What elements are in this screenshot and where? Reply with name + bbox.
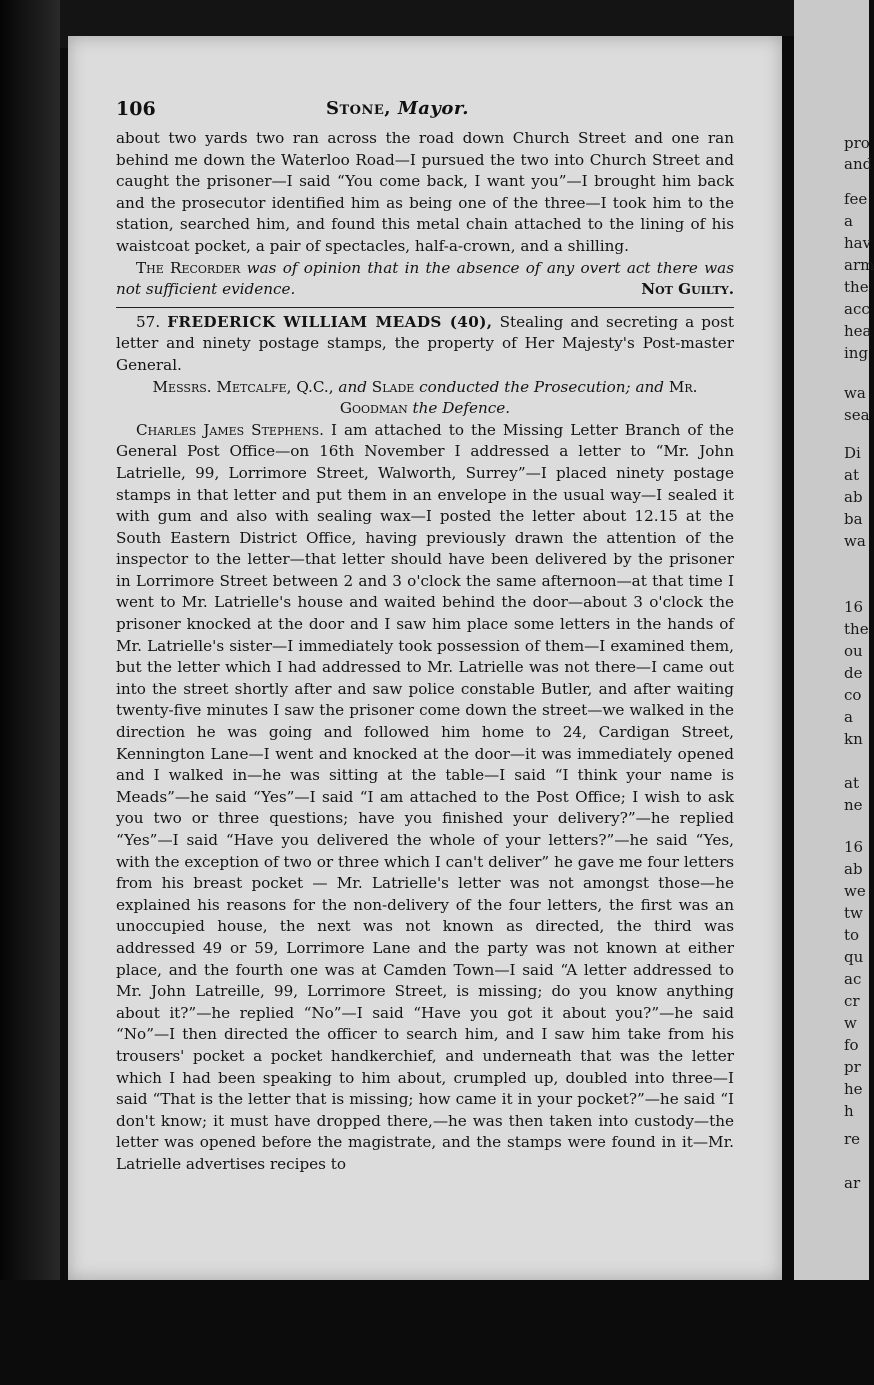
adjacent-fragment: de: [844, 664, 863, 682]
running-head: [326, 98, 469, 119]
adjacent-fragment: we: [844, 882, 866, 900]
verdict: Not Guilty.: [641, 280, 734, 299]
adjacent-fragment: hea: [844, 322, 872, 340]
counsel-text: conducted the Prosecution; and: [419, 377, 665, 396]
counsel-defence: the Defence.: [412, 399, 511, 418]
adjacent-fragment: fo: [844, 1036, 859, 1054]
adjacent-fragment: ar: [844, 1174, 861, 1192]
adjacent-fragment: at: [844, 466, 859, 484]
adjacent-fragment: wa: [844, 384, 866, 402]
adjacent-fragment: re: [844, 1130, 861, 1148]
scan-bottom-border: [0, 1280, 869, 1385]
adjacent-fragment: qu: [844, 948, 864, 966]
adjacent-fragment: tw: [844, 904, 863, 922]
adjacent-fragment: hav: [844, 234, 872, 252]
adjacent-fragment: pro: [844, 134, 870, 152]
running-head-title: Mayor.: [397, 98, 469, 119]
adjacent-fragment: kn: [844, 730, 863, 748]
adjacent-fragment: ne: [844, 796, 863, 814]
case-divider: [116, 307, 734, 308]
book-page: [68, 36, 782, 1280]
adjacent-fragment: the: [844, 620, 869, 638]
adjacent-fragment: a: [844, 708, 853, 726]
adjacent-fragment: at: [844, 774, 859, 792]
counsel-defence-name: Goodman: [339, 399, 408, 418]
book-gutter: [782, 36, 794, 1280]
adjacent-fragment: arm: [844, 256, 874, 274]
page-header: [116, 98, 734, 128]
counsel-prosecution-2: Slade: [371, 377, 415, 396]
page-number: 106: [116, 98, 156, 120]
adjacent-fragment: h: [844, 1102, 854, 1120]
adjacent-fragment: 16: [844, 598, 864, 616]
witness-name: Charles James Stephens.: [136, 420, 324, 439]
case-heading: [116, 312, 734, 377]
counsel-and: and: [338, 377, 367, 396]
adjacent-fragment: wa: [844, 532, 866, 550]
recorder-ruling: [116, 258, 734, 301]
witness-testimony: [116, 420, 734, 1176]
adjacent-fragment: ab: [844, 860, 863, 878]
adjacent-fragment: ac: [844, 970, 862, 988]
adjacent-fragment: w: [844, 1014, 857, 1032]
adjacent-fragment: ing: [844, 344, 869, 362]
counsel-mr: Mr.: [668, 377, 698, 396]
adjacent-fragment: ab: [844, 488, 863, 506]
adjacent-fragment: and: [844, 155, 873, 173]
adjacent-fragment: acc: [844, 300, 870, 318]
recorder-text: was of opinion that in the absence of any overt act there was not sufficient evidence.: [116, 258, 735, 299]
page-content: [116, 98, 734, 1176]
adjacent-fragment: to: [844, 926, 860, 944]
adjacent-fragment: Di: [844, 444, 861, 462]
case-defendant: FREDERICK WILLIAM MEADS (40),: [167, 312, 493, 331]
counsel-prosecution-1: Messrs. Metcalfe, Q.C.,: [152, 377, 334, 396]
counsel-line: [116, 377, 734, 420]
adjacent-fragment: pr: [844, 1058, 861, 1076]
adjacent-fragment: a: [844, 212, 853, 230]
adjacent-fragment: ba: [844, 510, 863, 528]
adjacent-page-edge: [794, 0, 874, 1385]
testimony-text: I am attached to the Missing Letter Branch of the General Post Office—on 16th November I addressed a letter to “Mr. John Latrielle, 99, Lorrimore Street, Walworth, Surrey”—I placed ninety postage stamps in that letter and put them in an envelope in the usual way—I sealed it with gum and also with sealing wax—I posted the letter about 12.15 at the South Eastern District Office, having previously drawn the attention of the inspector to the letter—that letter should have been delivered by the prisoner in Lorrimore Street between 2 and 3 o'clock the same afternoon—at that time I went to Mr. Latrielle's house and waited behind the door—about 3 o'clock the prisoner knocked at the door and I saw him place some letters in the hands of Mr. Latrielle's sister—I immediately took possession of them—I examined them, but the letter which I had addressed to Mr. Latrielle was not there—I came out into the street shortly after and saw police constable Butler, and after waiting twenty-five minutes I saw the prisoner come down the street—we walked in the direction he was going and followed him home to 24, Cardigan Street, Kennington Lane—I went and knocked at the door—it was immediately opened and I walked in—he was sitting at the table—I said “I think your name is Meads”—he said “Yes”—I said “I am attached to the Post Office; I wish to ask you two or three questions; have you finished your delivery?”—he replied “Yes”—I said “Have you delivered the whole of your letters?”—he said “Yes, with the exception of two or three which I can't deliver” he gave me four letters from his breast pocket — Mr. Latrielle's letter was not amongst those—he explained his reasons for the non-delivery of the four letters, the first was an unoccupied house, the next was not known as directed, the third was addressed 49 or 59, Lorrimore Lane and the party was not known at either place, and the fourth one was at Camden Town—I said “A letter addressed to Mr. John Latreille, 99, Lorrimore Street, is missing; do you know anything about it?”—he replied “No”—I said “Have you got it about you?”—he said “No”—I then directed the officer to search him, and I saw him take from his trousers' pocket a pocket handkerchief, and underneath that was the letter which I had been speaking to him about, crumpled up, doubled into three—I said “That is the letter that is missing; how came it in your pocket?”—he said “I don't know; it must have dropped there,—he was then taken into custody—the letter was opened before the magistrate, and the stamps were found in it—Mr. Latrielle advertises recipes to: [116, 420, 735, 1173]
adjacent-fragment: co: [844, 686, 862, 704]
running-head-name: Stone,: [326, 98, 392, 119]
body-text: [116, 128, 734, 1176]
case-number: 57.: [136, 312, 161, 331]
adjacent-fragment: fee: [844, 190, 868, 208]
adjacent-fragment: sea: [844, 406, 870, 424]
recorder-label: The Recorder: [136, 258, 241, 277]
adjacent-fragment: 16: [844, 838, 864, 856]
adjacent-fragment: he: [844, 1080, 863, 1098]
adjacent-fragment: ou: [844, 642, 863, 660]
adjacent-fragment: the: [844, 278, 869, 296]
case-charge: Stealing and secreting a post letter and ninety postage stamps, the property of Her Majesty's Post-master General.: [116, 312, 735, 374]
paragraph-continuation: about two yards two ran across the road down Church Street and one ran behind me down the Waterloo Road—I pursued the two into Church Street and caught the prisoner—I said “You come back, I want you”—I brought him back and the prosecutor identified him as being one of the three—I took him to the station, searched him, and found this metal chain attached to the lining of his waistcoat pocket, a pair of spectacles, half-a-crown, and a shilling.: [116, 129, 734, 255]
scan-left-border: [0, 0, 60, 1385]
adjacent-fragment: cr: [844, 992, 860, 1010]
